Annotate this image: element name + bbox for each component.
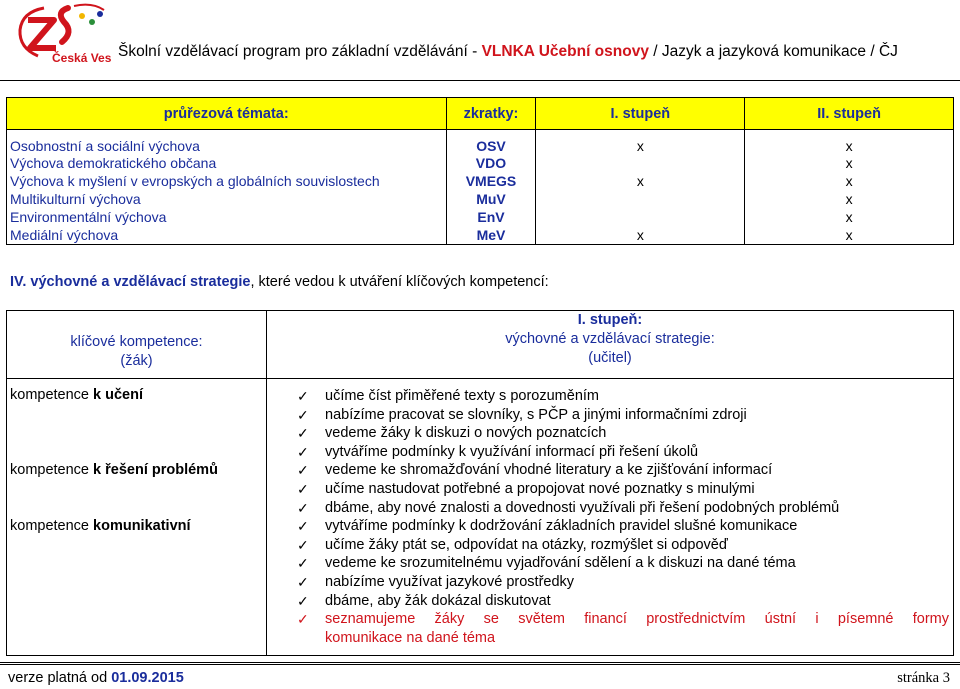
- theme-abbreviation: VMEGS: [446, 172, 536, 190]
- check-icon: ✓: [297, 462, 309, 479]
- list-item-highlighted: ✓ seznamujeme žáky se světem financí prostřednictvím ústní i písemné formy komunikace na dané téma: [297, 611, 949, 646]
- competences-table: [6, 310, 954, 656]
- list-item: ✓ dbáme, aby nové znalosti a dovednosti využívali při řešení podobných problémů: [297, 499, 840, 516]
- list-item: ✓ učíme nastudovat potřebné a propojovat nové poznatky s minulými: [297, 480, 755, 497]
- column-header-first-stage: I. stupeň: [536, 98, 745, 130]
- theme-name: Osobnostní a sociální výchova: [7, 130, 447, 155]
- check-icon: ✓: [297, 592, 309, 609]
- school-logo: [14, 2, 114, 68]
- competences-column-header: klíčové kompetence: (žák): [7, 311, 266, 379]
- theme-name: Výchova demokratického občana: [7, 154, 447, 172]
- theme-abbreviation: MeV: [446, 226, 536, 244]
- header-divider: [0, 80, 960, 81]
- theme-name: Multikulturní výchova: [7, 190, 447, 208]
- list-item: ✓ učíme žáky ptát se, odpovídat na otázky, rozmýšlet si odpověď: [297, 536, 728, 553]
- page-header: [0, 0, 960, 80]
- page-number: stránka 3: [897, 670, 950, 686]
- version-info: verze platná od 01.09.2015: [8, 670, 184, 686]
- check-icon: ✓: [297, 480, 309, 497]
- competence-communication: kompetence komunikativní: [10, 518, 191, 534]
- table-row: [7, 154, 954, 172]
- theme-name: Výchova k myšlení v evropských a globálních souvislostech: [7, 172, 447, 190]
- strategies-column-header: I. stupeň: výchovné a vzdělávací strategie: (učitel): [267, 311, 953, 379]
- logo-text: Česká Ves: [52, 51, 112, 65]
- second-stage-mark: x: [745, 130, 954, 155]
- table-row: [7, 208, 954, 226]
- column-header-themes: průřezová témata:: [7, 98, 447, 130]
- second-stage-mark: x: [745, 172, 954, 190]
- column-header-abbreviations: zkratky:: [446, 98, 536, 130]
- table-header-row: [7, 98, 954, 130]
- list-item: ✓ vytváříme podmínky k využívání informací při řešení úkolů: [297, 443, 699, 460]
- section-heading: IV. výchovné a vzdělávací strategie, které vedou k utváření klíčových kompetencí:: [10, 274, 549, 290]
- first-stage-mark: x: [536, 226, 745, 244]
- second-stage-mark: x: [745, 208, 954, 226]
- first-stage-mark: x: [536, 172, 745, 190]
- theme-name: Environmentální výchova: [7, 208, 447, 226]
- first-stage-mark: [536, 154, 745, 172]
- footer-divider: [0, 662, 960, 665]
- version-date: 01.09.2015: [111, 670, 184, 686]
- first-stage-mark: x: [536, 130, 745, 155]
- list-item: ✓ nabízíme využívat jazykové prostředky: [297, 573, 575, 590]
- cross-curricular-themes-table: [6, 97, 954, 245]
- document-title: Školní vzdělávací program pro základní vzdělávání - VLNKA Učební osnovy / Jazyk a jazyková komunikace / ČJ: [118, 43, 898, 60]
- theme-name: Mediální výchova: [7, 226, 447, 244]
- competence-problem-solving: kompetence k řešení problémů: [10, 462, 218, 478]
- check-icon: ✓: [297, 499, 309, 516]
- second-stage-mark: x: [745, 154, 954, 172]
- table-row: [7, 226, 954, 244]
- list-item: ✓ vedeme ke shromažďování vhodné literatury a ke zjišťování informací: [297, 462, 773, 479]
- strategies-list: [297, 387, 949, 647]
- check-icon: ✓: [297, 518, 309, 535]
- check-icon: ✓: [297, 536, 309, 553]
- theme-abbreviation: EnV: [446, 208, 536, 226]
- table-row: [7, 190, 954, 208]
- check-icon: ✓: [297, 443, 309, 460]
- list-item: ✓ nabízíme pracovat se slovníky, s PČP a jinými informačními zdroji: [297, 406, 747, 423]
- list-item: ✓ vedeme žáky k diskuzi o nových poznatcích: [297, 425, 607, 442]
- check-icon: ✓: [297, 555, 309, 572]
- check-icon: ✓: [297, 611, 309, 628]
- list-item: ✓ vytváříme podmínky k dodržování základních pravidel slušné komunikace: [297, 518, 798, 535]
- competence-learning: kompetence k učení: [10, 387, 143, 403]
- theme-abbreviation: OSV: [446, 130, 536, 155]
- list-item: ✓ vedeme ke srozumitelnému vyjadřování sdělení a k diskuzi na dané téma: [297, 555, 796, 572]
- first-stage-mark: [536, 190, 745, 208]
- list-item: ✓ dbáme, aby žák dokázal diskutovat: [297, 592, 551, 609]
- second-stage-mark: x: [745, 190, 954, 208]
- theme-abbreviation: MuV: [446, 190, 536, 208]
- check-icon: ✓: [297, 425, 309, 442]
- stage-label: I. stupeň:: [577, 312, 643, 328]
- check-icon: ✓: [297, 388, 309, 404]
- competences-column: [7, 311, 267, 655]
- table-row: [7, 130, 954, 155]
- check-icon: ✓: [297, 406, 309, 423]
- theme-abbreviation: VDO: [446, 154, 536, 172]
- first-stage-mark: [536, 208, 745, 226]
- list-item: ✓ učíme číst přiměřené texty s porozuměním: [297, 388, 599, 404]
- column-header-second-stage: II. stupeň: [745, 98, 954, 130]
- check-icon: ✓: [297, 573, 309, 590]
- table-row: [7, 172, 954, 190]
- second-stage-mark: x: [745, 226, 954, 244]
